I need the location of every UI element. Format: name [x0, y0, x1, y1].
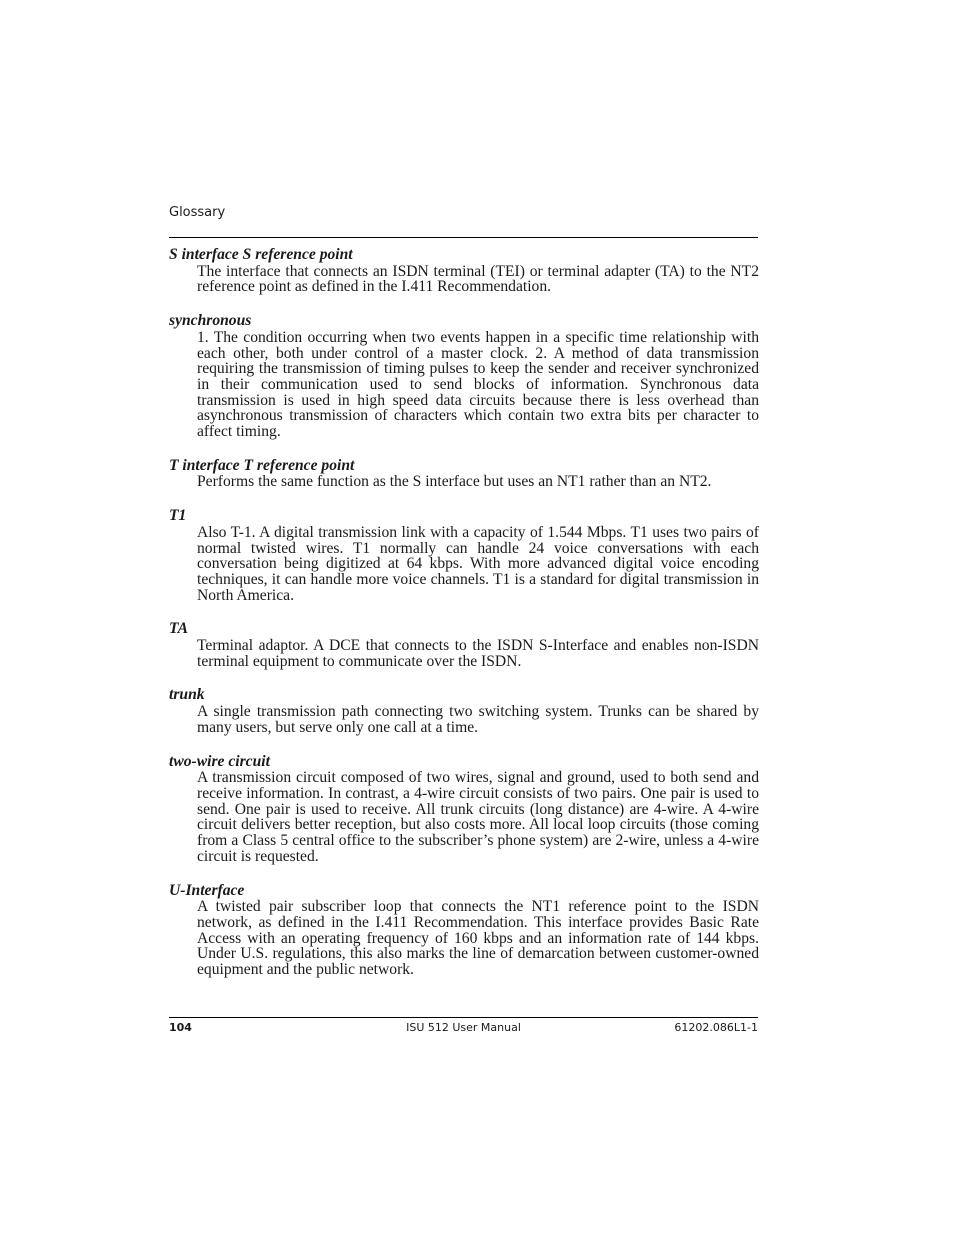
page-number: 104 — [169, 1021, 192, 1034]
glossary-definition: A single transmission path connecting two switching system. Trunks can be shared by many users, but serve only one call at a time. — [197, 703, 759, 736]
running-header: Glossary — [169, 205, 226, 220]
glossary-entry — [169, 687, 759, 735]
glossary-entry — [169, 883, 759, 978]
document-number: 61202.086L1-1 — [674, 1021, 758, 1034]
glossary-term: synchronous — [169, 312, 252, 330]
glossary-term: U-Interface — [169, 881, 245, 899]
glossary-definition: A transmission circuit composed of two wires, signal and ground, used to both send and receive information. In contrast, a 4-wire circuit consists of two pairs. One pair is used to send. One pair is used to receive. All trunk circuits (long distance) are 4-wire. A 4-wire circuit delivers better reception, but also costs more. All local loop circuits (those coming from a Class 5 central office to the subscriber’s phone system) are 2-wire, unless a 4-wire circuit is requested. — [197, 769, 759, 865]
glossary-definition: The interface that connects an ISDN terminal (TEI) or terminal adapter (TA) to the NT2 reference point as defined in the I.411 Recommendation. — [197, 262, 759, 296]
glossary-entry — [169, 621, 759, 669]
glossary-entry — [169, 247, 759, 295]
glossary-definition: Also T-1. A digital transmission link with a capacity of 1.544 Mbps. T1 uses two pairs of normal twisted wires. T1 normally can handle 24 voice conversations with each conversation being digitized at 64 kbps. With more advanced digital voice encoding techniques, it can handle more voice channels. T1 is a standard for digital transmission in North America. — [197, 523, 759, 604]
glossary-definition: Terminal adaptor. A DCE that connects to the ISDN S-Interface and enables non-ISDN terminal equipment to communicate over the ISDN. — [197, 637, 759, 670]
glossary-entry — [169, 458, 759, 490]
glossary-term: TA — [169, 620, 189, 638]
header-rule — [169, 237, 758, 238]
glossary-entry — [169, 508, 759, 603]
glossary-term: T1 — [169, 507, 187, 525]
glossary-definition: 1. The condition occurring when two events happen in a specific time relationship with each other, both under control of a master clock. 2. A method of data transmission requiring the transmission of timing pulses to keep the sender and receiver synchronized in their communication used to send blocks of information. Synchronous data transmission is used in high speed data circuits because there is less overhead than asynchronous transmission of characters which contain two extra bits per character to affect timing. — [197, 328, 759, 441]
glossary-term: trunk — [169, 686, 205, 704]
glossary-list — [169, 247, 759, 996]
manual-title: ISU 512 User Manual — [406, 1021, 521, 1034]
glossary-term: S interface S reference point — [169, 246, 353, 263]
glossary-term: two-wire circuit — [169, 752, 270, 770]
glossary-definition: A twisted pair subscriber loop that connects the NT1 reference point to the ISDN network, as defined in the I.411 Recommendation. This interface provides Basic Rate Access with an operating frequency of 160 kbps and an information rate of 144 kbps. Under U.S. regulations, this also marks the line of demarcation between customer-owned equipment and the public network. — [197, 898, 759, 979]
glossary-entry — [169, 754, 759, 865]
glossary-term: T interface T reference point — [169, 456, 355, 474]
glossary-entry — [169, 313, 759, 440]
glossary-definition: Performs the same function as the S interface but uses an NT1 rather than an NT2. — [197, 473, 712, 491]
footer-rule — [169, 1017, 758, 1018]
